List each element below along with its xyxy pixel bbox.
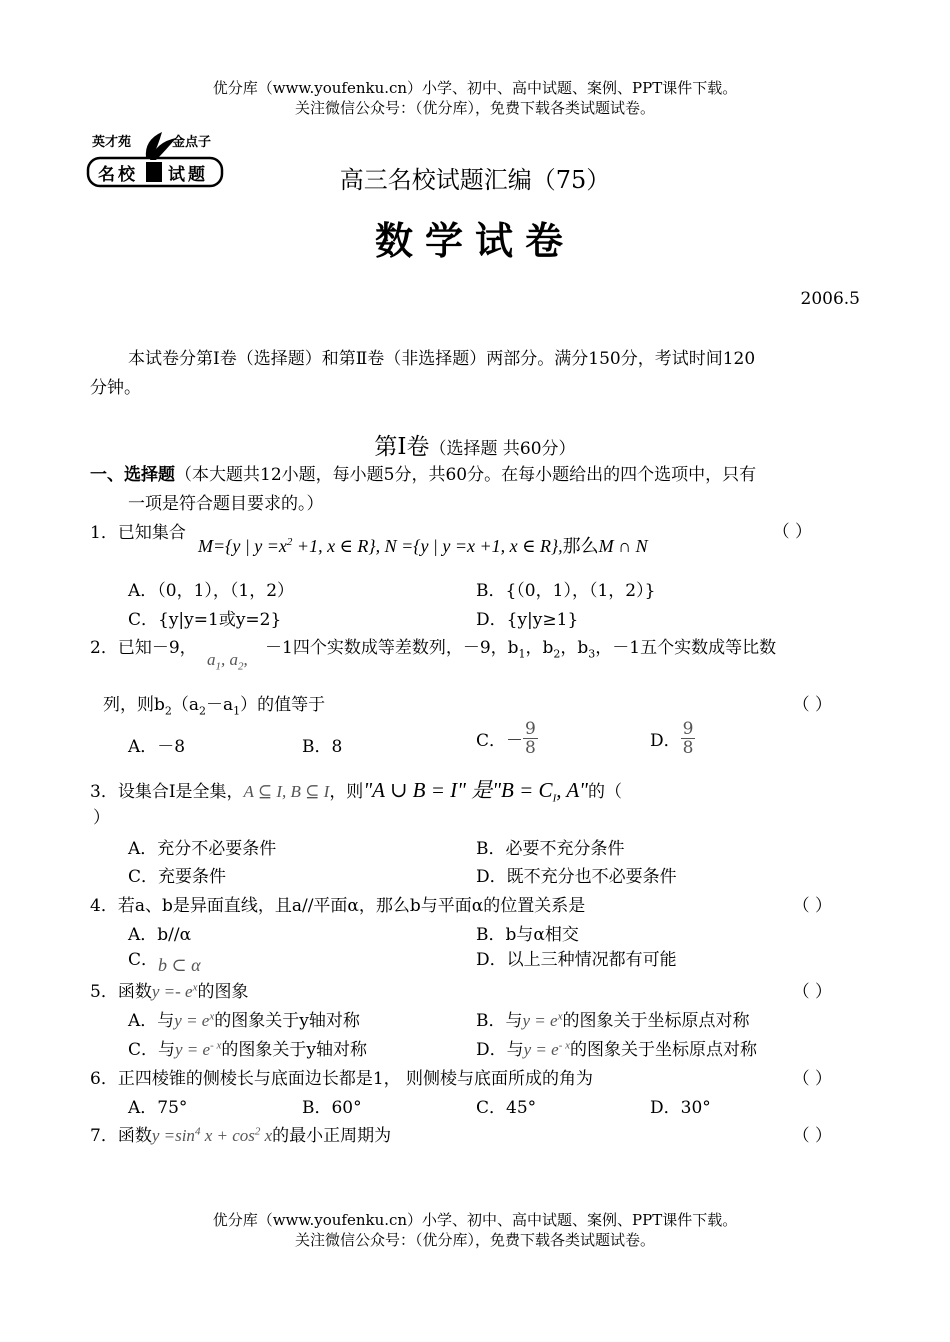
q2-answer-bracket: （ ） xyxy=(792,695,832,715)
q2-option-b: B．8 xyxy=(302,737,343,757)
q5-d-math: y = e xyxy=(523,1040,559,1059)
q5-b-math: y = e xyxy=(522,1011,558,1030)
q2-b1-sub: 1 xyxy=(518,647,526,661)
logo-text-bottom-right: 试题 xyxy=(168,165,208,185)
q1-option-b: B．{（0，1），（1，2）} xyxy=(476,581,656,601)
q4-option-d: D．以上三种情况都有可能 xyxy=(476,950,677,970)
q5-stem xyxy=(90,977,248,1002)
header-line-2: 关注微信公众号：（优分库），免费下载各类试题试卷。 xyxy=(294,99,655,117)
q4-option-a: A．b//α xyxy=(128,925,192,945)
q1-then: 那么 xyxy=(562,536,599,557)
q5-b-sup: x xyxy=(557,1010,563,1023)
section-desc-2: 一项是符合题目要求的。） xyxy=(128,494,324,514)
part-heading-small: （选择题 共60分） xyxy=(429,439,576,459)
q2-l2c: －a xyxy=(206,695,234,715)
q2-c-fraction xyxy=(523,720,538,757)
q2-l2-sub-a2: 2 xyxy=(199,704,207,718)
q4-answer-bracket: （ ） xyxy=(792,896,832,916)
q3-p2: ，则 xyxy=(329,782,364,802)
q2-stem-b4: ，－1五个实数成等比数 xyxy=(595,638,777,658)
q7-p1: 7．函数 xyxy=(90,1126,152,1146)
q3-p3: 的（ xyxy=(588,782,623,802)
q2-stem-b3: ，b xyxy=(560,638,589,658)
q7-m2: x + cos xyxy=(200,1126,255,1145)
q1-formula xyxy=(198,532,648,558)
q5-d-sup: - x xyxy=(558,1039,570,1052)
q5-d1: D．与 xyxy=(476,1040,524,1060)
q4-option-b: B．b与α相交 xyxy=(476,925,579,945)
q5-c-math: y = e xyxy=(175,1040,211,1059)
q2-d-den: 8 xyxy=(682,738,694,758)
q6-option-a: A．75° xyxy=(128,1098,188,1118)
q5-p2: 的图象 xyxy=(197,982,249,1002)
logo-text-top-right: 金点子 xyxy=(172,135,212,150)
q7-m1: y =sin xyxy=(151,1126,195,1145)
logo-text-bottom-left: 名校 xyxy=(98,165,138,185)
q6-option-d: D．30° xyxy=(650,1098,711,1118)
q2-stem-a: 2．已知－9， xyxy=(90,638,197,658)
q1-math-M: M xyxy=(198,536,213,556)
q2-stem-b1: －1四个实数成等差数列，－9，b xyxy=(265,638,519,658)
q4-c-label: C． xyxy=(128,950,159,970)
q7-m3: x xyxy=(260,1126,273,1145)
exam-date: 2006.5 xyxy=(800,289,860,309)
q5-option-c xyxy=(128,1035,367,1060)
q7-stem xyxy=(90,1121,391,1146)
q5-answer-bracket: （ ） xyxy=(792,982,832,1002)
q2-c-label: C．－ xyxy=(476,731,524,751)
q6-stem: 6．正四棱锥的侧棱长与底面边长都是1， 则侧棱与底面所成的角为 xyxy=(90,1069,594,1089)
intro-line-1: 本试卷分第Ⅰ卷（选择题）和第Ⅱ卷（非选择题）两部分。满分150分，考试时间120 xyxy=(128,349,756,369)
q2-c-num: 9 xyxy=(525,719,536,739)
q7-p2: 的最小正周期为 xyxy=(272,1126,392,1146)
q6-answer-bracket: （ ） xyxy=(792,1069,832,1089)
q4-option-c xyxy=(128,945,201,975)
q1-option-a: A．（0，1），（1，2） xyxy=(128,581,295,601)
q5-b1: B．与 xyxy=(476,1011,523,1031)
q3-bracket-close: ） xyxy=(93,808,110,828)
q4-stem: 4．若a、b是异面直线，且a//平面α，那么b与平面α的位置关系是 xyxy=(90,896,586,916)
footer-line-2: 关注微信公众号：（优分库），免费下载各类试题试卷。 xyxy=(294,1231,655,1249)
q5-c2: 的图象关于y轴对称 xyxy=(221,1040,367,1060)
q1-math-set1: ={y | y =x xyxy=(213,536,287,556)
q1-math-set2: ={y | y =x +1, x ∈ R}, xyxy=(396,536,563,556)
q5-sup-x: x xyxy=(192,981,198,994)
q5-b2: 的图象关于坐标原点对称 xyxy=(562,1011,750,1031)
q5-option-d xyxy=(476,1035,757,1060)
q3-option-d: D．既不充分也不必要条件 xyxy=(476,867,677,887)
q2-a1-sub: 1 xyxy=(215,660,221,673)
series-title: 高三名校试题汇编（75） xyxy=(339,166,611,194)
q3-sub-i: I xyxy=(552,792,557,805)
logo-text-top-left: 英才苑 xyxy=(92,135,132,150)
section-heading xyxy=(90,460,756,485)
q2-stem-line2 xyxy=(103,690,325,717)
q6-option-c: C．45° xyxy=(476,1098,537,1118)
q2-a2: a xyxy=(229,650,238,669)
q5-math1: y =- e xyxy=(151,982,193,1001)
q1-option-c: C．{y|y=1或y=2} xyxy=(128,610,282,630)
q1-math-set1b: +1, x ∈ R}, xyxy=(292,536,385,556)
q2-d-fraction xyxy=(681,720,696,757)
q7-s2: 2 xyxy=(254,1125,261,1138)
q2-stem-b xyxy=(265,633,776,660)
q2-d-label: D． xyxy=(650,731,681,751)
q2-option-c xyxy=(476,720,538,757)
q5-c1: C．与 xyxy=(128,1040,176,1060)
q2-a2-sub: 2 xyxy=(238,660,244,673)
q5-d2: 的图象关于坐标原点对称 xyxy=(570,1040,757,1060)
q2-b3-sub: 3 xyxy=(588,647,596,661)
q3-math1: A ⊆ I, B ⊆ I xyxy=(243,782,330,801)
part-heading xyxy=(0,428,950,461)
q2-c-den: 8 xyxy=(525,738,536,758)
q1-math-N: N xyxy=(384,536,397,556)
q7-answer-bracket: （ ） xyxy=(792,1126,832,1146)
q3-math2: "A ∪ B = I" 是"B = C xyxy=(363,778,553,802)
q5-p1: 5．函数 xyxy=(90,982,152,1002)
q2-l2b: （a xyxy=(171,695,200,715)
q5-a1: A．与 xyxy=(128,1011,175,1031)
q1-answer-bracket: （ ） xyxy=(772,522,812,542)
footer-line-1: 优分库（www.youfenku.cn）小学、初中、高中试题、案例、PPT课件下载。 xyxy=(212,1211,738,1229)
q2-l2a: 列，则b xyxy=(103,695,165,715)
q5-c-sup: - x xyxy=(210,1039,222,1052)
section-desc-1: （本大题共12小题，每小题5分，共60分。在每小题给出的四个选项中，只有 xyxy=(175,465,757,485)
q5-a-sup: x xyxy=(209,1010,215,1023)
q3-option-c: C．充要条件 xyxy=(128,867,227,887)
header-line-1: 优分库（www.youfenku.cn）小学、初中、高中试题、案例、PPT课件下载。 xyxy=(212,79,738,97)
q1-option-d: D．{y|y≥1} xyxy=(476,610,579,630)
part-heading-big: 第Ⅰ卷 xyxy=(374,434,430,460)
q2-l2-sub-a1: 1 xyxy=(233,704,241,718)
section-label: 一、选择题 xyxy=(90,465,175,485)
q1-math-MN: M ∩ N xyxy=(598,536,648,556)
intro-line-2: 分钟。 xyxy=(90,378,141,398)
q1-sup-2: 2 xyxy=(286,536,293,548)
q3-option-a: A．充分不必要条件 xyxy=(128,839,277,859)
q5-a-math: y = e xyxy=(174,1011,210,1030)
q3-stem: 3．设集合I是全集，A ⊆ I, B ⊆ I，则"A ∪ B = I" 是"$B = C_I$, A"的（ xyxy=(90,778,623,805)
q3-p1: 3．设集合I是全集， xyxy=(90,782,244,802)
q4-c-math: b ⊂ α xyxy=(158,955,201,975)
q2-l2d: ）的值等于 xyxy=(240,695,326,715)
q7-s4: 4 xyxy=(194,1125,201,1138)
q3-option-b: B．必要不充分条件 xyxy=(476,839,625,859)
q6-option-b: B．60° xyxy=(302,1098,362,1118)
q5-a2: 的图象关于y轴对称 xyxy=(214,1011,360,1031)
q2-b2-sub: 2 xyxy=(553,647,561,661)
q2-a1: a xyxy=(207,650,216,669)
q2-d-num: 9 xyxy=(682,719,694,739)
q2-l2-sub-b2: 2 xyxy=(164,704,172,718)
q2-stem-b2: ，b xyxy=(525,638,554,658)
page-title: 数学试卷 xyxy=(374,218,575,263)
q1-number: 1．已知集合 xyxy=(90,523,186,543)
q5-option-b xyxy=(476,1006,749,1031)
q3-math2b: A" xyxy=(566,778,589,802)
q2-option-a: A．－8 xyxy=(128,737,186,757)
q2-math-a1a2: $a_1$, $a_2$, xyxy=(207,650,248,673)
q5-option-a xyxy=(128,1006,360,1031)
q2-option-d xyxy=(650,720,695,757)
